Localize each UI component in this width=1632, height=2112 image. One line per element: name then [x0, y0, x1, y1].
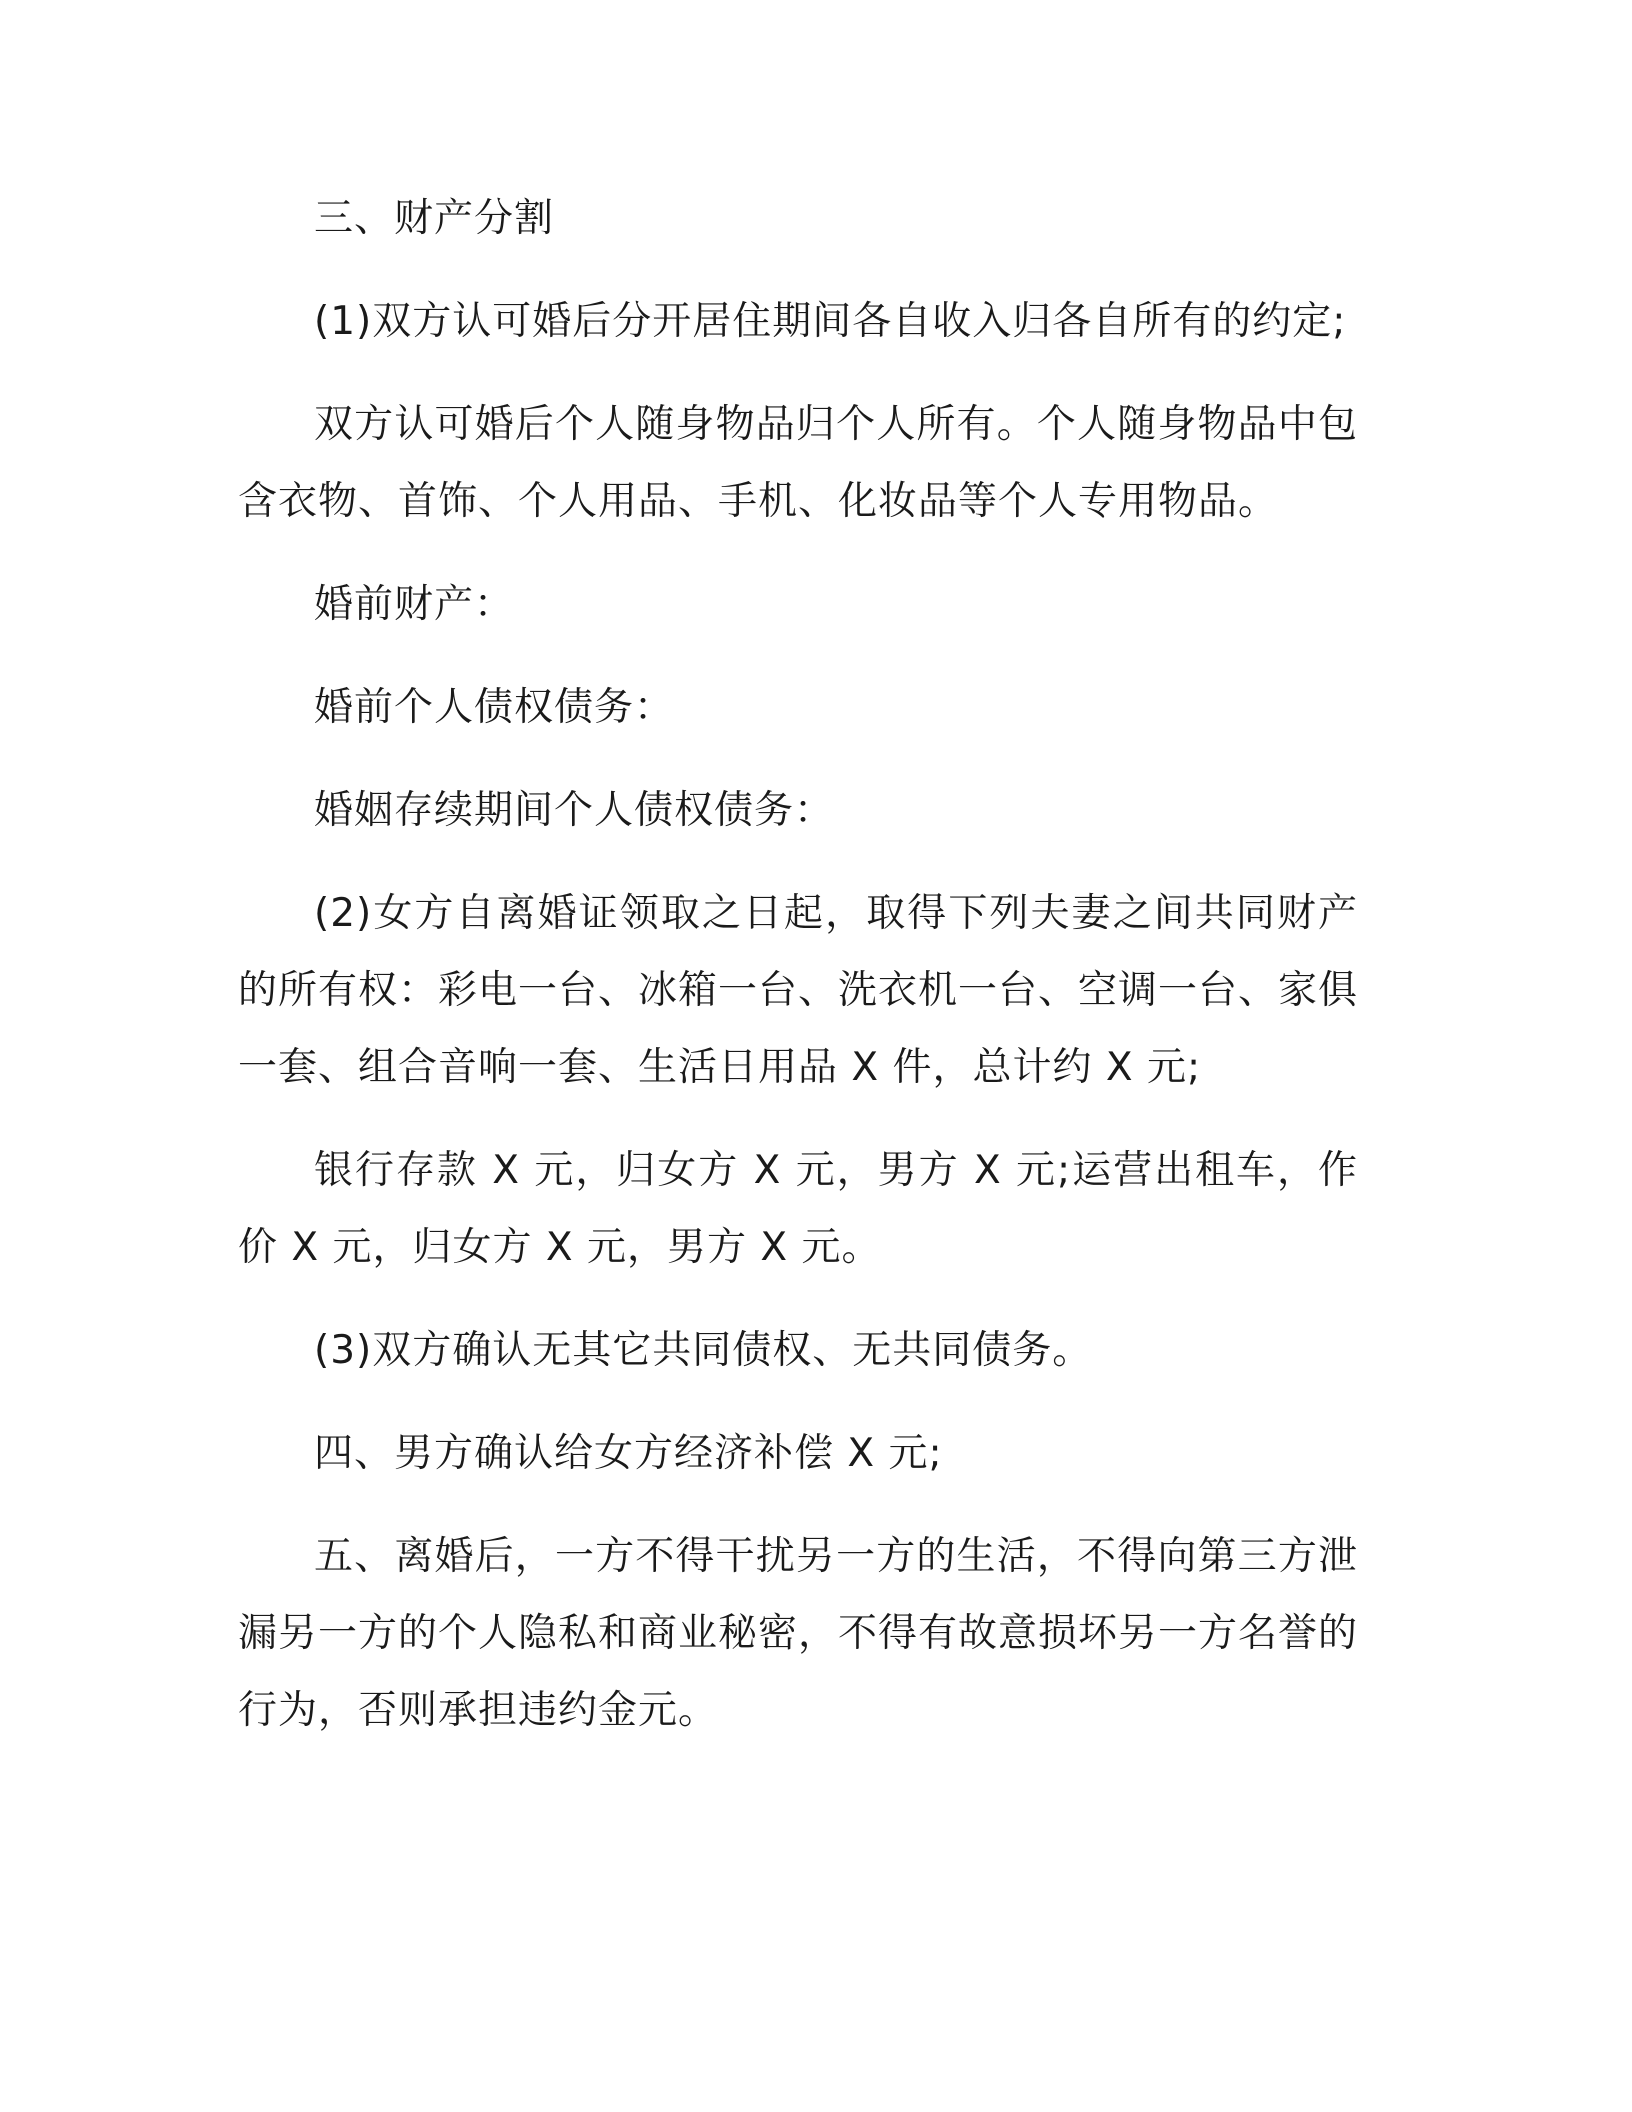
paragraph-no-joint-debts: (3)双方确认无其它共同债权、无共同债务。: [314, 1328, 1093, 1373]
paragraph-bank-deposits: 银行存款 X 元，归女方 X 元，男方 X 元;运营出租车，作价 X 元，归女方 X 元，男方 X 元。: [238, 1148, 1358, 1270]
section-heading-compensation: 四、男方确认给女方经济补偿 X 元;: [314, 1431, 943, 1476]
paragraph-premarital-property: 婚前财产：: [314, 582, 515, 627]
paragraph-premarital-debts: 婚前个人债权债务：: [314, 685, 675, 730]
paragraph-income-agreement: (1)双方认可婚后分开居住期间各自收入归各自所有的约定;: [314, 299, 1347, 344]
section-heading-property-division: 三、财产分割: [314, 196, 555, 241]
paragraph-joint-property-ownership: (2)女方自离婚证领取之日起，取得下列夫妻之间共同财产的所有权：彩电一台、冰箱一台、洗衣机一台、空调一台、家俱一套、组合音响一套、生活日用品 X 件，总计约 X 元;: [238, 891, 1359, 1090]
document-body: [238, 180, 1358, 1749]
paragraph-marital-debts: 婚姻存续期间个人债权债务：: [314, 788, 835, 833]
paragraph-personal-belongings: 双方认可婚后个人随身物品归个人所有。个人随身物品中包含衣物、首饰、个人用品、手机、化妆品等个人专用物品。: [238, 402, 1358, 524]
section-heading-non-interference: 五、离婚后，一方不得干扰另一方的生活，不得向第三方泄漏另一方的个人隐私和商业秘密，不得有故意损坏另一方名誉的行为，否则承担违约金元。: [238, 1534, 1359, 1733]
